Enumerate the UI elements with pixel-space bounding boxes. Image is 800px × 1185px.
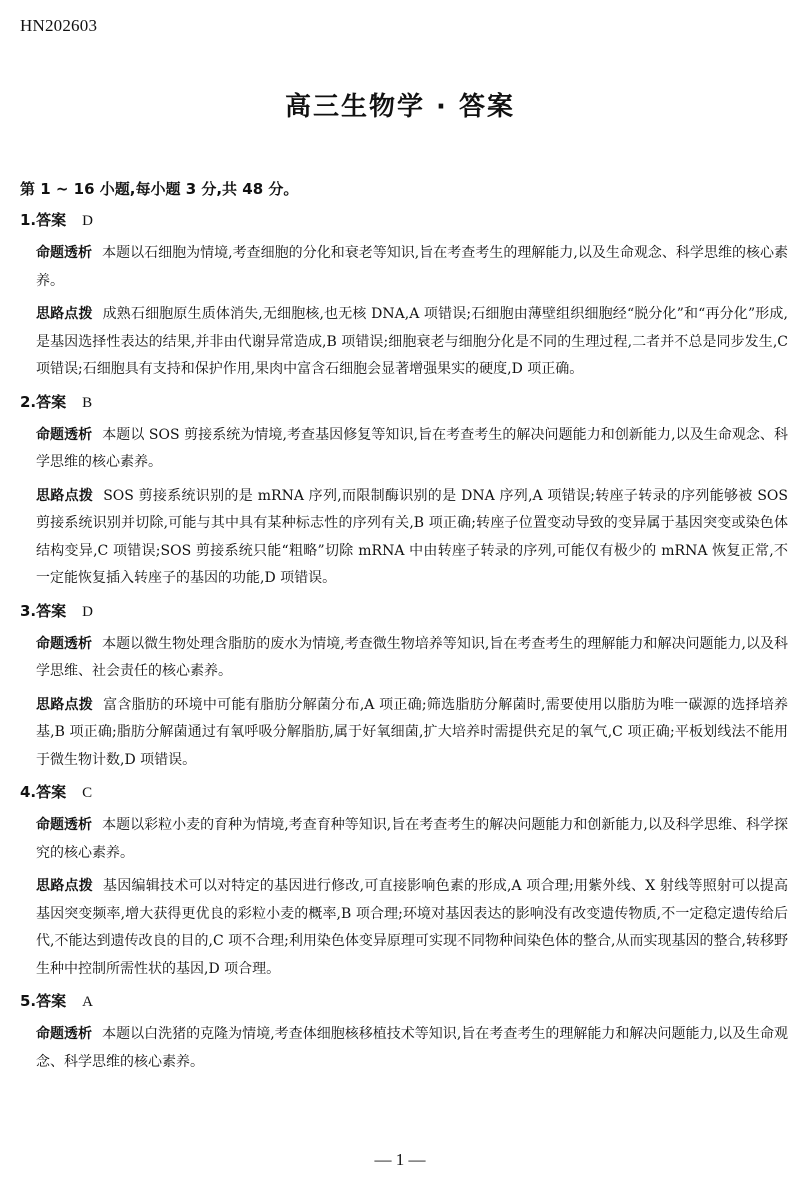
analysis-paragraph <box>36 1021 788 1076</box>
answer-line <box>20 780 788 804</box>
hint-label: 思路点拨 <box>36 696 94 713</box>
question-list <box>20 208 788 1082</box>
answer-label: 答案 <box>36 211 67 229</box>
page-title: 高三生物学 · 答案 <box>285 92 515 122</box>
analysis-label: 命题透析 <box>36 635 93 652</box>
question-number: 5. <box>20 992 37 1010</box>
question-2 <box>20 390 788 593</box>
answer-line <box>20 599 788 623</box>
section-intro: 第 1 ~ 16 小题,每小题 3 分,共 48 分。 <box>20 180 299 198</box>
analysis-paragraph <box>36 422 788 477</box>
question-3 <box>20 599 788 775</box>
hint-paragraph <box>36 483 788 593</box>
question-1 <box>20 208 788 384</box>
hint-label: 思路点拨 <box>36 878 94 894</box>
answer-value: A <box>82 994 93 1010</box>
analysis-label: 命题透析 <box>36 817 93 833</box>
hint-paragraph <box>36 692 788 775</box>
analysis-text: 本题以 SOS 剪接系统为情境,考查基因修复等知识,旨在考查考生的解决问题能力和创新能力,以及生命观念、科学思维的核心素养。 <box>36 426 788 470</box>
hint-text: 富含脂肪的环境中可能有脂肪分解菌分布,A 项正确;筛选脂肪分解菌时,需要使用以脂肪为唯一碳源的选择培养基,B 项正确;脂肪分解菌通过有氧呼吸分解脂肪,属于好氧细菌,扩大培养时需提供充足的氧气,C 项正确;平板划线法不能用于微生物计数,D 项错误。 <box>36 696 788 768</box>
analysis-paragraph <box>36 631 788 686</box>
answer-label: 答案 <box>36 992 67 1010</box>
question-4 <box>20 780 788 983</box>
answer-value: D <box>82 213 93 229</box>
question-number: 1. <box>20 211 37 229</box>
analysis-text: 本题以石细胞为情境,考查细胞的分化和衰老等知识,旨在考查考生的理解能力,以及生命观念、科学思维的核心素养。 <box>36 245 789 289</box>
answer-line <box>20 208 788 232</box>
question-number: 3. <box>20 601 37 620</box>
analysis-text: 本题以彩粒小麦的育种为情境,考查育种等知识,旨在考查考生的解决问题能力和创新能力,以及科学思维、科学探究的核心素养。 <box>36 817 789 861</box>
answer-label: 答案 <box>36 392 67 411</box>
analysis-paragraph <box>36 812 788 867</box>
question-number: 2. <box>20 392 37 411</box>
hint-text: 成熟石细胞原生质体消失,无细胞核,也无核 DNA,A 项错误;石细胞由薄壁组织细胞经“脱分化”和“再分化”形成,是基因选择性表达的结果,并非由代谢异常造成,B 项错误;细胞衰老与细胞分化是不同的生理过程,二者并不总是同步发生,C 项错误;石细胞具有支持和保护作用,果肉中富含石细胞会显著增强果实的硬度,D 项正确。 <box>36 306 789 377</box>
document-code: HN202603 <box>20 16 98 35</box>
analysis-label: 命题透析 <box>36 1026 93 1042</box>
analysis-label: 命题透析 <box>36 245 93 261</box>
answer-value: D <box>82 603 93 620</box>
hint-text: SOS 剪接系统识别的是 mRNA 序列,而限制酶识别的是 DNA 序列,A 项错误;转座子转录的序列能够被 SOS 剪接系统识别并切除,可能与其中具有某种标志性的序列有关,B 项正确;转座子位置变动导致的变异属于基因突变或染色体结构变异,C 项错误;SOS 剪接系统只能“粗略”切除 mRNA 中由转座子转录的序列,可能仅有极少的 mRNA 恢复正常,不一定能恢复插入转座子的基因的功能,D 项错误。 <box>36 487 788 586</box>
question-number: 4. <box>20 783 37 801</box>
hint-label: 思路点拨 <box>36 487 94 504</box>
analysis-label: 命题透析 <box>36 426 93 443</box>
question-5 <box>20 989 788 1076</box>
analysis-text: 本题以白洗猪的克隆为情境,考查体细胞核移植技术等知识,旨在考查考生的理解能力和解决问题能力,以及生命观念、科学思维的核心素养。 <box>36 1026 789 1070</box>
hint-paragraph <box>36 873 788 983</box>
answer-line <box>20 390 788 414</box>
analysis-paragraph <box>36 240 788 295</box>
hint-paragraph <box>36 301 788 384</box>
page-number: — 1 — <box>374 1150 426 1169</box>
answer-value: B <box>82 394 93 411</box>
answer-line <box>20 989 788 1013</box>
answer-label: 答案 <box>36 601 67 620</box>
answer-label: 答案 <box>36 783 67 801</box>
hint-label: 思路点拨 <box>36 306 93 322</box>
analysis-text: 本题以微生物处理含脂肪的废水为情境,考查微生物培养等知识,旨在考查考生的理解能力和解决问题能力,以及科学思维、社会责任的核心素养。 <box>36 635 789 679</box>
answer-value: C <box>82 785 93 801</box>
hint-text: 基因编辑技术可以对特定的基因进行修改,可直接影响色素的形成,A 项合理;用紫外线、X 射线等照射可以提高基因突变频率,增大获得更优良的彩粒小麦的概率,B 项合理;环境对基因表达的影响没有改变遗传物质,不一定稳定遗传给后代,不能达到遗传改良的目的,C 项不合理;利用染色体变异原理可实现不同物种间染色体的整合,从而实现基因的整合,转移野生种中控制所需性状的基因,D 项合理。 <box>36 878 788 977</box>
